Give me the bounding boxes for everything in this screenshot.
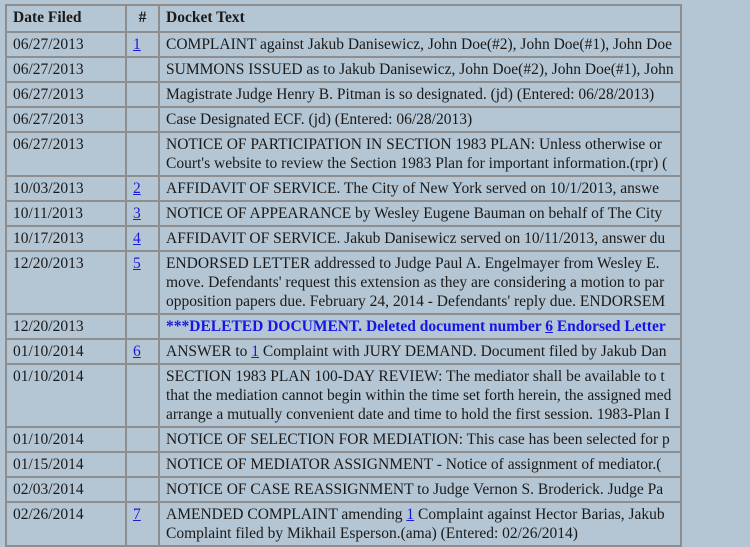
doc-number-link[interactable]: 2 xyxy=(133,180,141,197)
date-filed-cell: 06/27/2013 xyxy=(6,107,126,132)
doc-number-cell xyxy=(126,452,159,477)
doc-number-cell xyxy=(126,251,159,314)
date-filed-cell: 02/03/2014 xyxy=(6,477,126,502)
docket-text-cell xyxy=(159,314,681,339)
deleted-notice-text: ***DELETED DOCUMENT. Deleted document number xyxy=(166,318,546,335)
date-filed-cell: 06/27/2013 xyxy=(6,132,126,176)
date-filed-cell: 10/03/2013 xyxy=(6,176,126,201)
docket-text-line: Complaint filed by Mikhail Esperson.(ama) (Entered: 02/26/2014) xyxy=(166,525,578,542)
docket-table-container xyxy=(5,4,750,547)
docket-text-line: AFFIDAVIT OF SERVICE. Jakub Danisewicz served on 10/11/2013, answer du xyxy=(166,230,666,247)
table-row xyxy=(6,107,681,132)
amended-text-suffix: Complaint against Hector Barias, Jakub xyxy=(414,506,665,523)
doc-number-cell xyxy=(126,339,159,364)
date-filed-cell: 02/26/2014 xyxy=(6,502,126,546)
complaint-ref-link[interactable]: 1 xyxy=(251,343,259,360)
docket-table xyxy=(5,4,682,547)
docket-text-line: NOTICE OF MEDIATOR ASSIGNMENT - Notice of assignment of mediator.( xyxy=(166,456,662,473)
docket-text-line xyxy=(166,505,674,524)
deleted-notice-suffix: Endorsed Letter xyxy=(552,318,666,335)
doc-number-link[interactable]: 6 xyxy=(133,343,141,360)
table-header-row xyxy=(6,5,681,32)
table-row xyxy=(6,502,681,546)
table-row xyxy=(6,176,681,201)
date-filed-cell: 10/11/2013 xyxy=(6,201,126,226)
doc-number-link[interactable]: 4 xyxy=(133,230,141,247)
docket-text-cell xyxy=(159,176,681,201)
doc-number-link[interactable]: 1 xyxy=(133,36,141,53)
docket-text-cell xyxy=(159,339,681,364)
docket-text-line: opposition papers due. February 24, 2014 - Defendants' reply due. ENDORSEM xyxy=(166,293,666,310)
table-row xyxy=(6,82,681,107)
docket-text-line: SECTION 1983 PLAN 100-DAY REVIEW: The mediator shall be available to t xyxy=(166,368,665,385)
docket-text-line: AFFIDAVIT OF SERVICE. The City of New York served on 10/1/2013, answe xyxy=(166,180,660,197)
doc-number-cell xyxy=(126,132,159,176)
deleted-document-notice xyxy=(166,318,666,335)
docket-text-cell xyxy=(159,57,681,82)
table-row xyxy=(6,201,681,226)
date-filed-cell: 12/20/2013 xyxy=(6,314,126,339)
docket-text-cell xyxy=(159,502,681,546)
docket-text-cell xyxy=(159,82,681,107)
date-filed-cell: 01/10/2014 xyxy=(6,427,126,452)
deleted-doc-link[interactable]: 6 xyxy=(545,318,553,335)
amended-text-prefix: AMENDED COMPLAINT amending xyxy=(166,506,407,523)
table-row xyxy=(6,251,681,314)
date-filed-cell: 06/27/2013 xyxy=(6,82,126,107)
answer-text-prefix: ANSWER to xyxy=(166,343,252,360)
docket-text-line: NOTICE OF CASE REASSIGNMENT to Judge Vernon S. Broderick. Judge Pa xyxy=(166,481,664,498)
doc-number-cell xyxy=(126,57,159,82)
docket-text-line: NOTICE OF SELECTION FOR MEDIATION: This case has been selected for p xyxy=(166,431,670,448)
table-row xyxy=(6,226,681,251)
docket-text-cell xyxy=(159,107,681,132)
date-filed-cell: 12/20/2013 xyxy=(6,251,126,314)
table-row xyxy=(6,132,681,176)
doc-number-cell xyxy=(126,176,159,201)
docket-text-cell xyxy=(159,201,681,226)
doc-number-cell xyxy=(126,314,159,339)
doc-number-cell xyxy=(126,364,159,427)
docket-text-line: SUMMONS ISSUED as to Jakub Danisewicz, John Doe(#2), John Doe(#1), John xyxy=(166,61,674,78)
header-date-filed: Date Filed xyxy=(6,5,126,32)
docket-text-line: NOTICE OF PARTICIPATION IN SECTION 1983 PLAN: Unless otherwise or xyxy=(166,136,663,153)
docket-text-cell xyxy=(159,251,681,314)
docket-text-line: Court's website to review the Section 1983 Plan for important information.(rpr) ( xyxy=(166,155,668,172)
table-row xyxy=(6,477,681,502)
doc-number-cell xyxy=(126,82,159,107)
docket-text-line: COMPLAINT against Jakub Danisewicz, John Doe(#2), John Doe(#1), John Doe xyxy=(166,36,672,53)
docket-text-line: ENDORSED LETTER addressed to Judge Paul A. Engelmayer from Wesley E. xyxy=(166,255,660,272)
complaint-ref-link[interactable]: 1 xyxy=(406,506,415,523)
docket-text-cell xyxy=(159,364,681,427)
date-filed-cell: 01/10/2014 xyxy=(6,339,126,364)
table-row xyxy=(6,452,681,477)
docket-text-line: that the mediation cannot begin within the time set forth herein, the assigned med xyxy=(166,387,672,404)
table-row xyxy=(6,339,681,364)
docket-table-body xyxy=(6,32,681,546)
doc-number-link[interactable]: 5 xyxy=(133,255,141,272)
docket-text-cell xyxy=(159,427,681,452)
docket-text-cell xyxy=(159,226,681,251)
date-filed-cell: 06/27/2013 xyxy=(6,57,126,82)
answer-text-suffix: Complaint with JURY DEMAND. Document filed by Jakub Dan xyxy=(259,343,667,360)
docket-text-line: arrange a mutually convenient date and time to hold the first session. 1983-Plan I xyxy=(166,406,670,423)
doc-number-cell xyxy=(126,502,159,546)
table-row xyxy=(6,314,681,339)
doc-number-link[interactable]: 3 xyxy=(133,205,141,222)
docket-text-line: Case Designated ECF. (jd) (Entered: 06/28/2013) xyxy=(166,111,473,128)
doc-number-link[interactable]: 7 xyxy=(133,506,141,523)
date-filed-cell: 06/27/2013 xyxy=(6,32,126,57)
table-row xyxy=(6,32,681,57)
doc-number-cell xyxy=(126,201,159,226)
docket-text-cell xyxy=(159,477,681,502)
docket-text-cell xyxy=(159,32,681,57)
doc-number-cell xyxy=(126,32,159,57)
doc-number-cell xyxy=(126,477,159,502)
table-row xyxy=(6,364,681,427)
doc-number-cell xyxy=(126,427,159,452)
doc-number-cell xyxy=(126,226,159,251)
header-docket-text: Docket Text xyxy=(159,5,681,32)
date-filed-cell: 01/15/2014 xyxy=(6,452,126,477)
docket-text-cell xyxy=(159,132,681,176)
table-row xyxy=(6,57,681,82)
header-doc-number: # xyxy=(126,5,159,32)
date-filed-cell: 10/17/2013 xyxy=(6,226,126,251)
doc-number-cell xyxy=(126,107,159,132)
docket-text-line: NOTICE OF APPEARANCE by Wesley Eugene Bauman on behalf of The City xyxy=(166,205,663,222)
docket-text-line: move. Defendants' request this extension as they are considering a motion to par xyxy=(166,274,665,291)
docket-text-cell xyxy=(159,452,681,477)
date-filed-cell: 01/10/2014 xyxy=(6,364,126,427)
table-row xyxy=(6,427,681,452)
docket-text-line: Magistrate Judge Henry B. Pitman is so designated. (jd) (Entered: 06/28/2013) xyxy=(166,86,655,103)
